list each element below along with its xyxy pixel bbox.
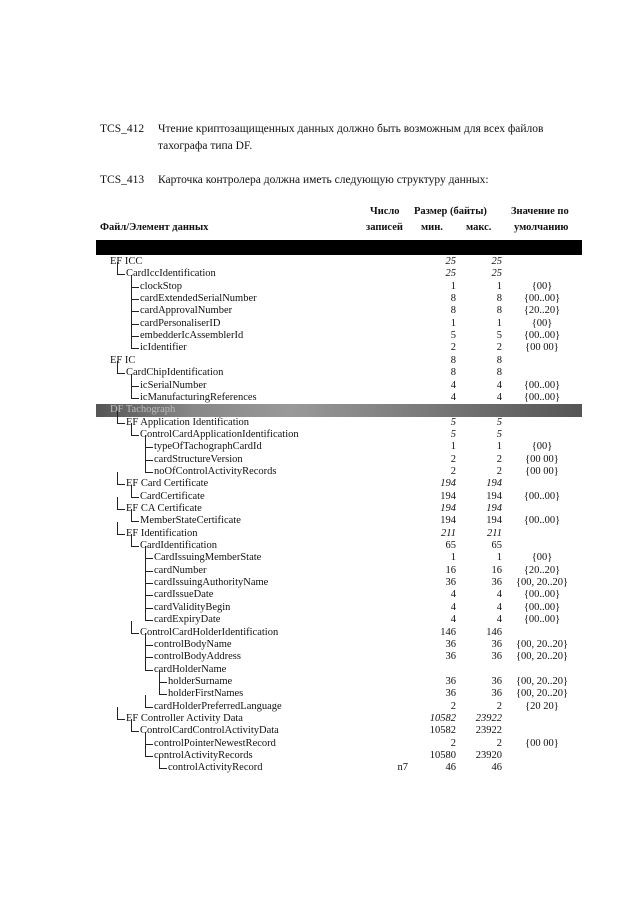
- row-size-max: 8: [496, 367, 502, 379]
- table-row: [0, 281, 640, 293]
- row-size-max: 4: [496, 614, 502, 626]
- header-default-top: Значение по: [511, 206, 569, 217]
- row-size-min: 2: [450, 737, 456, 749]
- row-size-min: 10582: [429, 725, 456, 737]
- table-row: [0, 602, 640, 614]
- row-size-max: 2: [496, 700, 502, 712]
- row-name: EF ICC: [110, 256, 143, 267]
- row-name: cardIssuingAuthorityName: [154, 577, 269, 589]
- row-size-min: 2: [450, 700, 456, 712]
- table-row: [0, 454, 640, 466]
- row-name: cardHolderName: [154, 663, 227, 675]
- row-name: MemberStateCertificate: [140, 515, 241, 527]
- row-size-min: 5: [450, 416, 456, 428]
- row-size-max: 5: [496, 416, 502, 428]
- row-default: {00 00}: [525, 453, 559, 465]
- row-name: cardIssueDate: [154, 589, 214, 601]
- row-name: cardExpiryDate: [154, 614, 221, 626]
- row-default: {00, 20..20}: [515, 638, 569, 650]
- table-header-bar: [96, 240, 582, 255]
- row-size-min: 1: [450, 441, 456, 453]
- row-default: {00..00}: [523, 330, 561, 342]
- table-row: [0, 713, 640, 725]
- row-default: {00}: [531, 280, 553, 292]
- table-row: [0, 528, 640, 540]
- row-size-min: 2: [450, 342, 456, 354]
- table-row: [0, 750, 640, 762]
- row-size-min: 10582: [429, 712, 456, 724]
- table-row: [0, 305, 640, 317]
- row-name: holderSurname: [168, 675, 233, 687]
- row-size-min: 36: [445, 651, 456, 663]
- row-size-min: 25: [445, 256, 456, 267]
- row-size-max: 1: [496, 280, 502, 292]
- row-size-min: 1: [450, 552, 456, 564]
- row-size-max: 25: [491, 268, 502, 280]
- row-name: cardNumber: [154, 564, 207, 576]
- table-row: [0, 503, 640, 515]
- row-default: {00}: [531, 441, 553, 453]
- row-size-max: 4: [496, 601, 502, 613]
- table-row: [0, 380, 640, 392]
- row-name: ControlCardApplicationIdentification: [140, 428, 299, 440]
- row-size-min: 194: [440, 515, 456, 527]
- paragraph-code: TCS_412: [100, 123, 145, 135]
- row-name: clockStop: [140, 280, 182, 292]
- table-row: [0, 701, 640, 713]
- row-size-max: 1: [496, 552, 502, 564]
- table-row: [0, 429, 640, 441]
- row-size-max: 46: [491, 762, 502, 774]
- row-size-max: 65: [491, 540, 502, 552]
- row-name: CardChipIdentification: [126, 367, 224, 379]
- row-size-min: 36: [445, 577, 456, 589]
- row-size-min: 5: [450, 330, 456, 342]
- row-size-max: 23922: [475, 712, 502, 724]
- row-name: cardHolderPreferredLanguage: [154, 700, 282, 712]
- row-name: icIdentifier: [140, 342, 187, 354]
- table-row: [0, 293, 640, 305]
- row-size-max: 8: [496, 305, 502, 317]
- row-name: controlBodyAddress: [154, 651, 241, 663]
- row-default: {00..00}: [523, 490, 561, 502]
- header-records-top: Число: [370, 206, 400, 217]
- row-size-max: 8: [496, 354, 502, 366]
- row-default: {00 00}: [525, 342, 559, 354]
- header-file: Файл/Элемент данных: [100, 222, 209, 233]
- row-size-max: 194: [486, 490, 502, 502]
- row-name: CardIccIdentification: [126, 268, 216, 280]
- row-default: {00..00}: [523, 293, 561, 305]
- row-default: {00 00}: [525, 465, 559, 477]
- row-size-max: 16: [491, 564, 502, 576]
- table-row: [0, 441, 640, 453]
- row-size-min: 194: [440, 503, 456, 514]
- table-row: [0, 540, 640, 552]
- row-name: EF CA Certificate: [126, 503, 202, 514]
- row-size-max: 5: [496, 330, 502, 342]
- row-name: EF IC: [110, 354, 136, 366]
- row-name: CardCertificate: [140, 490, 205, 502]
- row-name: cardPersonaliserID: [140, 317, 221, 329]
- row-name: EF Controller Activity Data: [126, 712, 243, 724]
- row-size-min: 1: [450, 317, 456, 329]
- row-size-min: 8: [450, 293, 456, 305]
- row-size-max: 2: [496, 342, 502, 354]
- row-size-min: 8: [450, 305, 456, 317]
- row-name: EF Application Identification: [126, 416, 250, 428]
- row-default: {00, 20..20}: [515, 577, 569, 589]
- paragraph-text: Чтение криптозащищенных данных должно быть возможным для всех файлов: [158, 123, 544, 135]
- row-size-max: 4: [496, 391, 502, 403]
- header-records-bottom: записей: [366, 222, 403, 233]
- table-row: [0, 676, 640, 688]
- row-size-max: 194: [486, 515, 502, 527]
- row-name: cardExtendedSerialNumber: [140, 293, 257, 305]
- row-size-max: 23920: [475, 750, 502, 761]
- row-name: DF Tachograph: [110, 404, 176, 416]
- row-name: ControlCardControlActivityData: [140, 725, 279, 737]
- row-records: n7: [397, 762, 408, 774]
- table-row: [0, 318, 640, 330]
- row-default: {00, 20..20}: [515, 675, 569, 687]
- table-row: [0, 651, 640, 663]
- row-size-min: 4: [450, 589, 456, 601]
- row-name: controlActivityRecord: [168, 762, 263, 774]
- row-size-min: 25: [445, 268, 456, 280]
- header-size-min: мин.: [421, 222, 443, 233]
- table-row: [0, 491, 640, 503]
- table-row: [0, 627, 640, 639]
- paragraph-code: TCS_413: [100, 174, 145, 186]
- row-size-min: 8: [450, 354, 456, 366]
- row-size-max: 5: [496, 428, 502, 440]
- row-size-min: 5: [450, 428, 456, 440]
- row-size-max: 211: [487, 527, 502, 539]
- row-size-max: 25: [491, 256, 502, 267]
- row-size-max: 194: [486, 503, 502, 514]
- table-row: [0, 515, 640, 527]
- table-row: [0, 664, 640, 676]
- table-row: [0, 268, 640, 280]
- row-size-max: 194: [486, 478, 502, 490]
- table-row: [0, 552, 640, 564]
- row-name: icManufacturingReferences: [140, 391, 257, 403]
- row-name: holderFirstNames: [168, 688, 244, 700]
- row-default: {00, 20..20}: [515, 688, 569, 700]
- row-size-min: 65: [445, 540, 456, 552]
- row-size-min: 4: [450, 379, 456, 391]
- row-default: {00..00}: [523, 515, 561, 527]
- row-size-max: 36: [491, 651, 502, 663]
- header-default-bottom: умолчанию: [514, 222, 569, 233]
- row-default: {20 20}: [525, 700, 559, 712]
- paragraph-text-cont: тахографа типа DF.: [158, 140, 253, 152]
- table-row: [0, 577, 640, 589]
- table-row: [0, 417, 640, 429]
- row-size-min: 4: [450, 601, 456, 613]
- row-size-min: 2: [450, 453, 456, 465]
- row-size-max: 23922: [475, 725, 502, 737]
- paragraph-tcs412: [100, 121, 600, 155]
- table-row: [0, 367, 640, 379]
- table-row: [0, 256, 640, 268]
- row-default: {00..00}: [523, 614, 561, 626]
- row-size-max: 4: [496, 589, 502, 601]
- table-row: [0, 589, 640, 601]
- row-size-min: 36: [445, 638, 456, 650]
- row-name: CardIdentification: [140, 540, 217, 552]
- row-name: embedderIcAssemblerId: [140, 330, 244, 342]
- row-size-min: 36: [445, 688, 456, 700]
- row-size-max: 1: [496, 441, 502, 453]
- table-row: [0, 478, 640, 490]
- row-size-min: 194: [440, 478, 456, 490]
- table-row: [0, 639, 640, 651]
- row-size-min: 10580: [429, 750, 456, 761]
- table-row: [0, 762, 640, 774]
- row-size-max: 8: [496, 293, 502, 305]
- row-size-min: 2: [450, 465, 456, 477]
- row-size-min: 211: [441, 527, 456, 539]
- table-row: [96, 404, 582, 416]
- row-size-min: 1: [450, 280, 456, 292]
- paragraph-tcs413: [100, 172, 600, 189]
- row-name: typeOfTachographCardId: [154, 441, 262, 453]
- row-size-max: 2: [496, 737, 502, 749]
- row-size-max: 2: [496, 453, 502, 465]
- table-row: [0, 466, 640, 478]
- row-name: cardValidityBegin: [154, 601, 231, 613]
- header-size-max: макс.: [466, 222, 492, 233]
- row-default: {00}: [531, 552, 553, 564]
- header-size-top: Размер (байты): [414, 206, 487, 217]
- row-name: cardStructureVersion: [154, 453, 243, 465]
- row-default: {00..00}: [523, 589, 561, 601]
- row-name: noOfControlActivityRecords: [154, 465, 277, 477]
- row-size-max: 4: [496, 379, 502, 391]
- row-size-max: 36: [491, 577, 502, 589]
- row-size-max: 36: [491, 688, 502, 700]
- row-name: CardIssuingMemberState: [154, 552, 262, 564]
- table-row: [0, 392, 640, 404]
- table-row: [0, 342, 640, 354]
- table-row: [0, 725, 640, 737]
- row-name: controlBodyName: [154, 638, 232, 650]
- row-size-min: 16: [445, 564, 456, 576]
- row-name: EF Card Certificate: [126, 478, 209, 490]
- row-name: cardApprovalNumber: [140, 305, 233, 317]
- row-size-max: 1: [496, 317, 502, 329]
- row-default: {20..20}: [523, 305, 561, 317]
- row-size-min: 194: [440, 490, 456, 502]
- row-size-min: 8: [450, 367, 456, 379]
- row-default: {00..00}: [523, 601, 561, 613]
- row-size-min: 4: [450, 614, 456, 626]
- row-size-max: 36: [491, 675, 502, 687]
- table-row: [0, 565, 640, 577]
- row-name: controlPointerNewestRecord: [154, 737, 276, 749]
- row-size-max: 36: [491, 638, 502, 650]
- row-default: {00..00}: [523, 379, 561, 391]
- row-size-min: 146: [440, 626, 456, 638]
- paragraph-text: Карточка контролера должна иметь следующую структуру данных:: [158, 174, 489, 186]
- row-size-max: 146: [486, 626, 502, 638]
- row-size-min: 46: [445, 762, 456, 774]
- table-row: [0, 330, 640, 342]
- row-size-min: 36: [445, 675, 456, 687]
- table-row: [0, 614, 640, 626]
- row-default: {00, 20..20}: [515, 651, 569, 663]
- row-name: ControlCardHolderIdentification: [140, 626, 279, 638]
- row-size-max: 2: [496, 465, 502, 477]
- row-default: {00..00}: [523, 391, 561, 403]
- row-name: icSerialNumber: [140, 379, 207, 391]
- row-name: EF Identification: [126, 527, 198, 539]
- row-name: controlActivityRecords: [154, 750, 253, 761]
- row-size-min: 4: [450, 391, 456, 403]
- table-row: [0, 355, 640, 367]
- table-row: [0, 688, 640, 700]
- row-default: {20..20}: [523, 564, 561, 576]
- row-default: {00 00}: [525, 737, 559, 749]
- row-default: {00}: [531, 317, 553, 329]
- table-row: [0, 738, 640, 750]
